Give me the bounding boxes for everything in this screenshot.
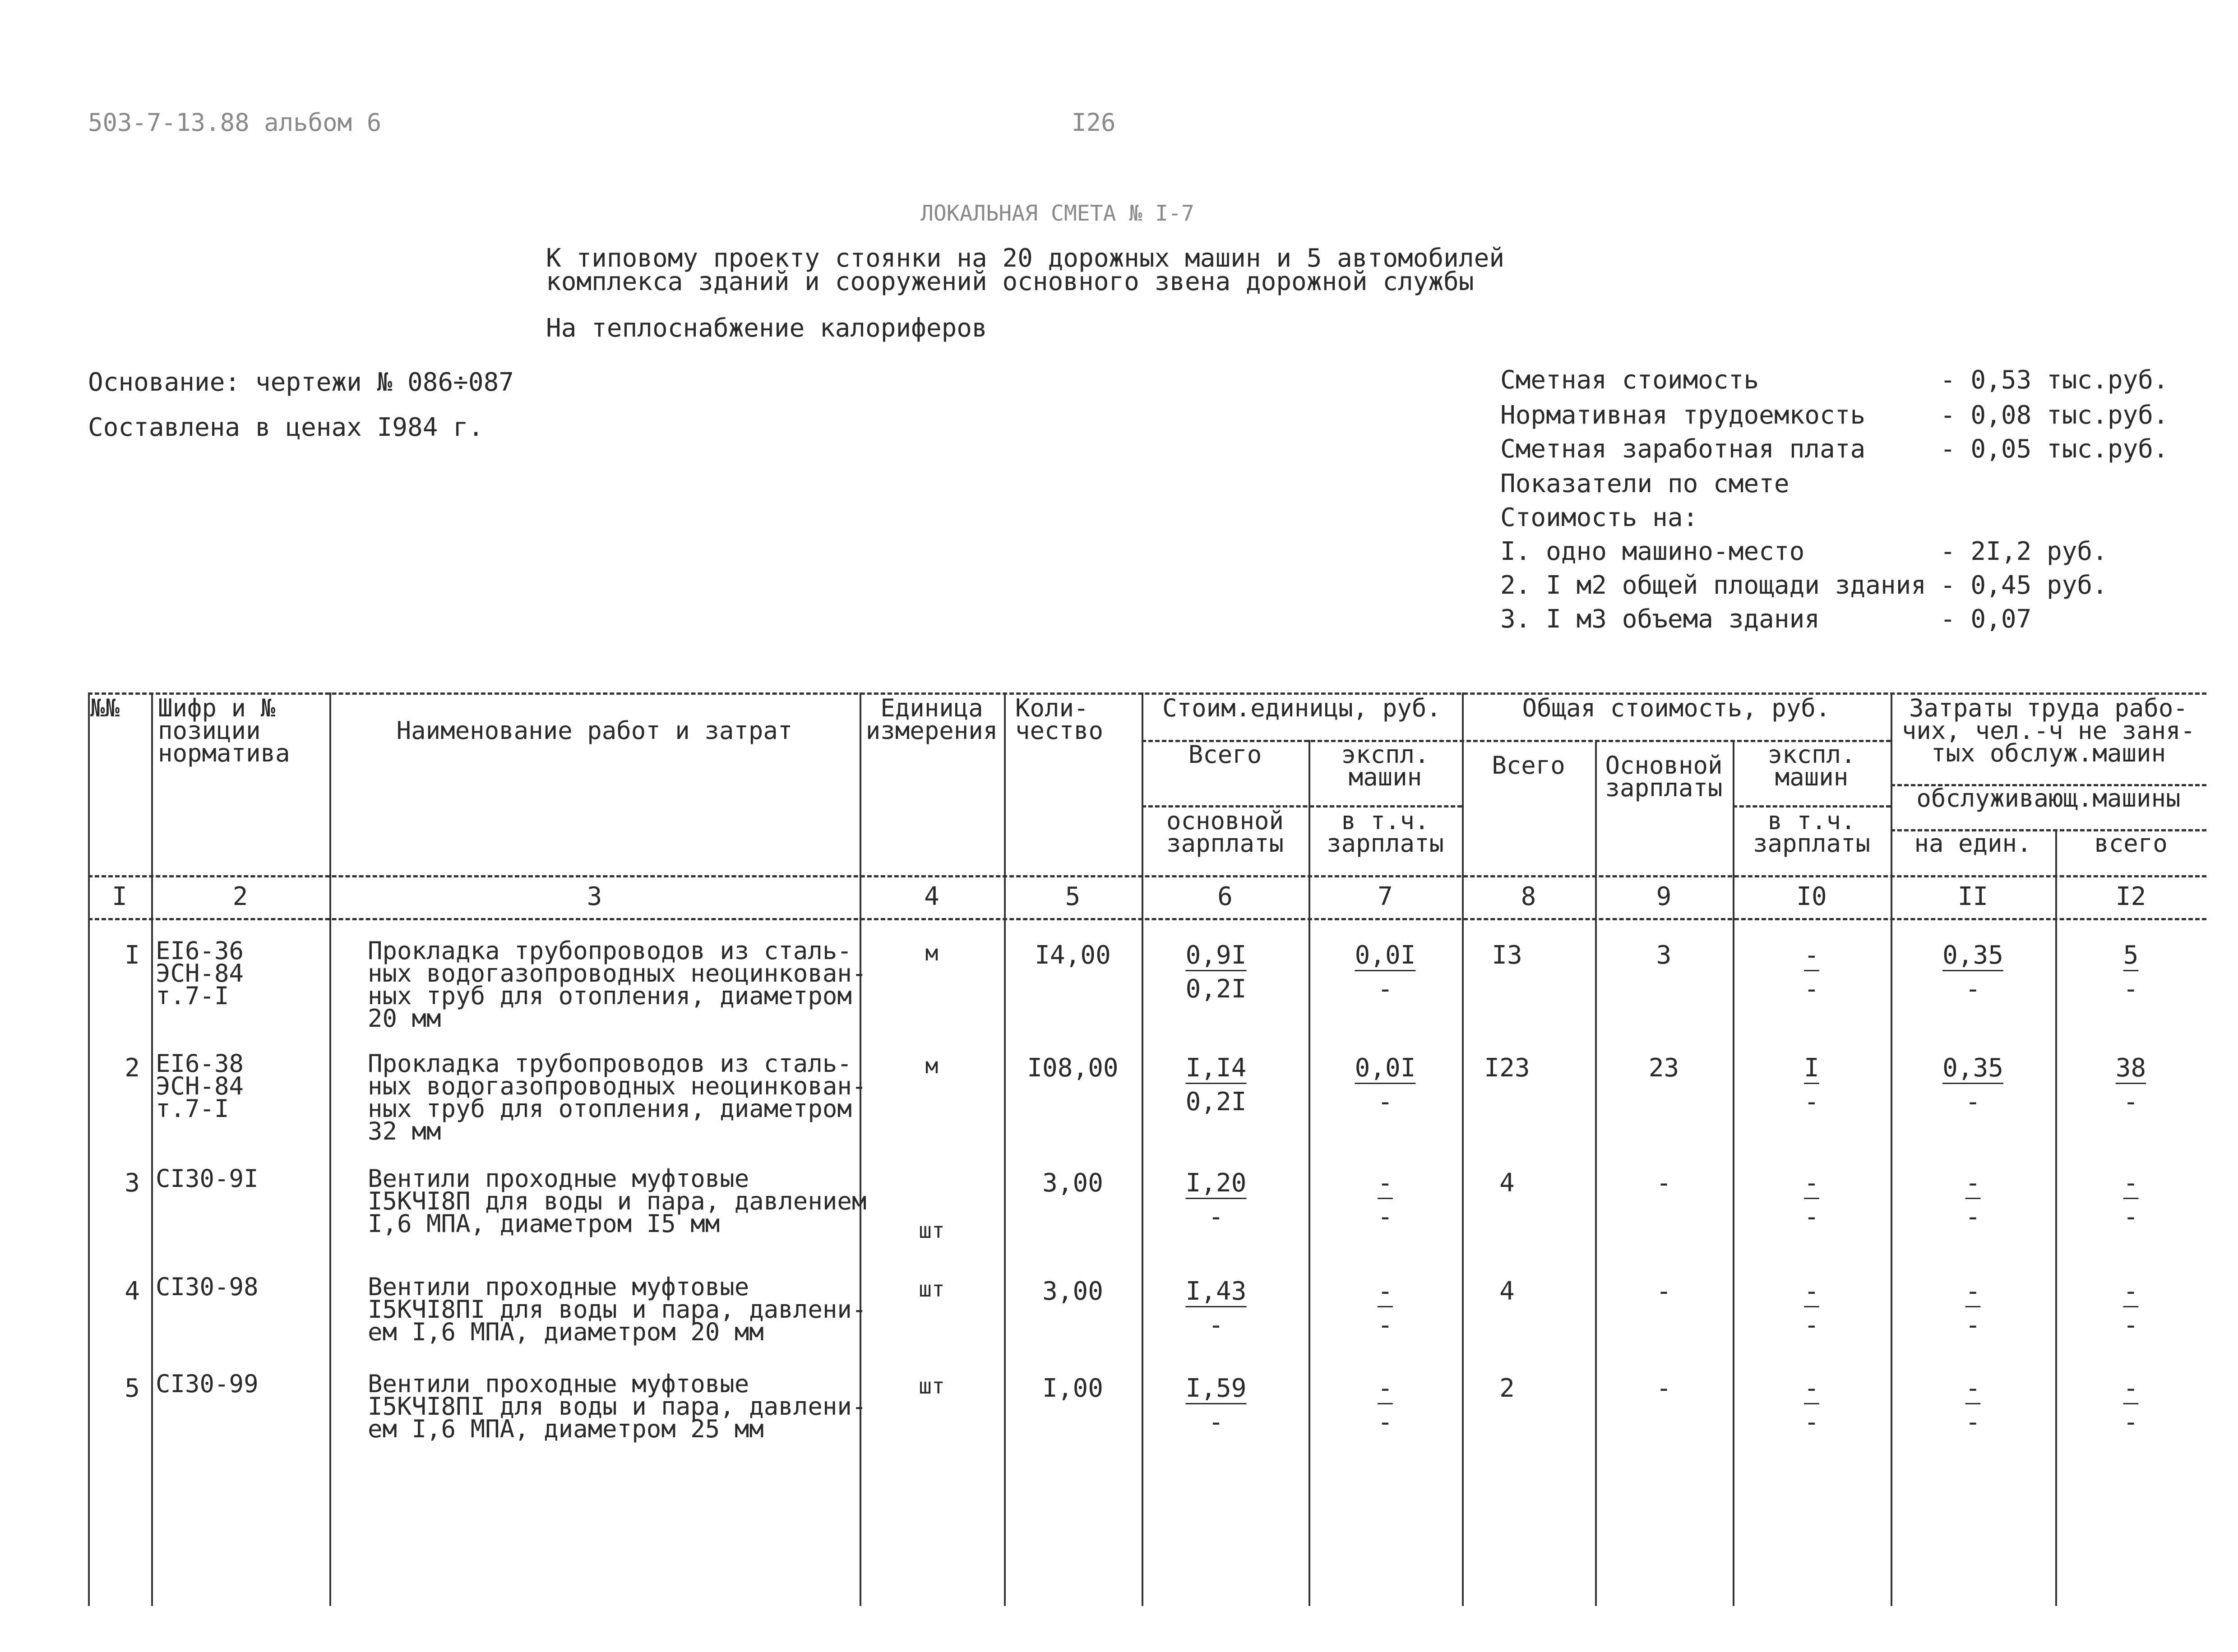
total-cost: 4 <box>1499 1168 1515 1198</box>
column-number: I2 <box>2115 882 2146 911</box>
labor-total: - <box>2123 1168 2139 1198</box>
row-code: CI30-99 <box>156 1370 259 1398</box>
summary-label: Показатели по смете <box>1500 469 1789 498</box>
header-unit-mach: экспл. машин <box>1341 740 1429 791</box>
row-unit: м <box>925 941 939 966</box>
row-name: Прокладка трубопроводов из сталь- ных водогазопроводных неоцинкован- ных труб для отопления, диаметром 32 мм <box>368 1049 867 1145</box>
row-quantity: 3,00 <box>1042 1168 1103 1198</box>
labor-total: - <box>2123 1374 2139 1403</box>
column-number: I0 <box>1796 882 1827 911</box>
unit-cost-basic-wage: 0,2I <box>1185 1087 1247 1117</box>
column-number: 6 <box>1217 882 1233 911</box>
labor-total: 38 <box>2115 1053 2146 1083</box>
row-quantity: I08,00 <box>1027 1053 1119 1083</box>
unit-cost-machine-wage: - <box>1378 1202 1393 1232</box>
basis-text: Основание: чертежи № 086÷087 <box>88 368 514 397</box>
row-unit: м <box>925 1053 939 1079</box>
header-col-name: Наименование работ и затрат <box>396 716 793 745</box>
table-vline <box>88 692 90 1606</box>
project-line-1: К типовому проекту стоянки на 20 дорожных машин и 5 автомобилей <box>546 244 1505 273</box>
header-unit-total: Всего <box>1188 740 1262 769</box>
unit-cost-machines: 0,0I <box>1355 1053 1416 1083</box>
header-unit-basic: основной зарплаты <box>1166 807 1284 858</box>
labor-per-unit: - <box>1965 1277 1981 1306</box>
total-basic-wage: - <box>1656 1277 1672 1306</box>
labor-total-machines: - <box>2123 1087 2139 1117</box>
summary-value: - 0,08 тыс.руб. <box>1940 401 2169 430</box>
header-col-number: №№ <box>90 694 120 722</box>
unit-cost-total: I,43 <box>1185 1277 1247 1306</box>
unit-cost-machine-wage: - <box>1378 1311 1393 1340</box>
header-labor: Затраты труда рабо- чих, чел.-ч не заня- тых обслуж.машин <box>1901 694 2196 767</box>
unit-cost-total: I,20 <box>1185 1168 1247 1198</box>
row-number: 5 <box>125 1374 140 1403</box>
total-machine-wage: - <box>1804 1311 1819 1340</box>
total-machines: - <box>1804 941 1819 970</box>
summary-value: - 0,07 <box>1940 605 2032 634</box>
row-code: EI6-38 ЭСН-84 т.7-I <box>156 1049 244 1123</box>
row-unit: шт <box>919 1218 945 1243</box>
table-vline <box>860 692 861 1606</box>
row-number: 3 <box>125 1168 140 1198</box>
row-unit: шт <box>919 1277 945 1302</box>
labor-total: 5 <box>2123 941 2139 970</box>
labor-total-machines: - <box>2123 1407 2139 1437</box>
document-code: 503-7-13.88 альбом 6 <box>88 108 382 137</box>
unit-cost-total: I,I4 <box>1185 1053 1247 1083</box>
total-cost: 2 <box>1499 1374 1515 1403</box>
row-name: Вентили проходные муфтовые I5КЧI8ПI для воды и пара, давлени- ем I,6 МПА, диаметром 25 мм <box>368 1370 867 1443</box>
estimate-subject: На теплоснабжение калориферов <box>546 314 987 343</box>
total-basic-wage: - <box>1656 1374 1672 1403</box>
document-title: ЛОКАЛЬНАЯ СМЕТА № I-7 <box>920 201 1194 226</box>
project-line-2: комплекса зданий и сооружений основного звена дорожной службы <box>546 267 1474 296</box>
total-machine-wage: - <box>1804 1407 1819 1437</box>
unit-cost-machines: 0,0I <box>1355 941 1416 970</box>
unit-cost-machine-wage: - <box>1378 974 1393 1004</box>
header-col-qty: Коли- чество <box>1015 694 1104 745</box>
row-code: CI30-9I <box>156 1164 259 1193</box>
column-number: 4 <box>924 882 939 911</box>
summary-label: 2. I м2 общей площади здания <box>1500 571 1927 600</box>
summary-value: - 0,53 тыс.руб. <box>1940 365 2169 395</box>
total-cost: I3 <box>1492 941 1522 970</box>
header-total-mach: экспл. машин <box>1767 740 1856 791</box>
total-machine-wage: - <box>1804 974 1819 1004</box>
row-number: I <box>125 941 140 970</box>
unit-cost-total: 0,9I <box>1185 941 1247 970</box>
row-unit: шт <box>919 1374 945 1399</box>
unit-cost-machine-wage: - <box>1378 1087 1393 1117</box>
labor-total-machines: - <box>2123 974 2139 1004</box>
summary-label: Нормативная трудоемкость <box>1500 401 1866 430</box>
total-machines: - <box>1804 1168 1819 1198</box>
header-col-code: Шифр и № позиции норматива <box>158 694 290 767</box>
row-quantity: I4,00 <box>1035 941 1111 970</box>
row-number: 4 <box>125 1277 140 1306</box>
column-number: II <box>1957 882 1988 911</box>
labor-per-unit: - <box>1965 1374 1981 1403</box>
column-number: 5 <box>1065 882 1081 911</box>
summary-label: 3. I м3 объема здания <box>1500 605 1820 634</box>
row-name: Прокладка трубопроводов из сталь- ных водогазопроводных неоцинкован- ных труб для отопления, диаметром 20 мм <box>368 937 867 1033</box>
unit-cost-machines: - <box>1378 1277 1393 1306</box>
row-name: Вентили проходные муфтовые I5КЧI8ПI для воды и пара, давлени- ем I,6 МПА, диаметром 20 мм <box>368 1273 867 1346</box>
row-code: EI6-36 ЭСН-84 т.7-I <box>156 937 244 1010</box>
row-code: CI30-98 <box>156 1273 259 1301</box>
unit-cost-machines: - <box>1378 1168 1393 1198</box>
unit-cost-basic-wage: - <box>1208 1202 1224 1232</box>
header-unit-mach-wage: в т.ч. зарплаты <box>1326 807 1444 858</box>
labor-total-machines: - <box>2123 1202 2139 1232</box>
row-quantity: I,00 <box>1042 1374 1103 1403</box>
unit-cost-machine-wage: - <box>1378 1407 1393 1437</box>
header-unit-cost: Стоим.единицы, руб. <box>1162 694 1441 722</box>
page-number: I26 <box>1072 108 1116 137</box>
unit-cost-basic-wage: 0,2I <box>1185 974 1247 1004</box>
table-colnum-rule <box>88 918 2206 920</box>
column-number: 9 <box>1656 882 1672 911</box>
labor-per-unit-machines: - <box>1965 1407 1981 1437</box>
labor-per-unit-machines: - <box>1965 1087 1981 1117</box>
total-machines: - <box>1804 1374 1819 1403</box>
total-machines: I <box>1804 1053 1819 1083</box>
header-labor-all: всего <box>2094 829 2168 858</box>
row-name: Вентили проходные муфтовые I5КЧI8П для воды и пара, давлением I,6 МПА, диаметром I5 мм <box>368 1164 867 1238</box>
summary-label: Стоимость на: <box>1500 503 1698 532</box>
unit-cost-machines: - <box>1378 1374 1393 1403</box>
labor-total: - <box>2123 1277 2139 1306</box>
header-labor-mach: обслуживающ.машины <box>1916 784 2181 812</box>
total-basic-wage: 23 <box>1648 1053 1679 1083</box>
header-total-total: Всего <box>1492 751 1565 780</box>
labor-per-unit: 0,35 <box>1942 941 2003 970</box>
column-number: 8 <box>1521 882 1536 911</box>
table-top-rule <box>88 692 2206 695</box>
summary-value: - 2I,2 руб. <box>1940 537 2108 566</box>
header-col-unit: Единица измерения <box>865 694 998 745</box>
total-basic-wage: 3 <box>1656 941 1672 970</box>
total-cost: 4 <box>1499 1277 1515 1306</box>
prices-text: Составлена в ценах I984 г. <box>88 413 484 442</box>
table-header-bottom-rule <box>88 875 2206 877</box>
summary-label: I. одно машино-место <box>1500 537 1805 566</box>
table-vline <box>151 692 153 1606</box>
table-vline <box>1004 692 1006 1606</box>
row-quantity: 3,00 <box>1042 1277 1103 1306</box>
header-total-cost: Общая стоимость, руб. <box>1522 694 1831 722</box>
total-machine-wage: - <box>1804 1202 1819 1232</box>
labor-per-unit-machines: - <box>1965 974 1981 1004</box>
labor-per-unit: 0,35 <box>1942 1053 2003 1083</box>
unit-cost-basic-wage: - <box>1208 1311 1224 1340</box>
column-number: 3 <box>587 882 602 911</box>
total-machine-wage: - <box>1804 1087 1819 1117</box>
header-labor-unit: на един. <box>1914 829 2032 858</box>
total-cost: I23 <box>1484 1053 1530 1083</box>
labor-total-machines: - <box>2123 1311 2139 1340</box>
header-total-basic: Основной зарплаты <box>1605 751 1723 802</box>
total-basic-wage: - <box>1656 1168 1672 1198</box>
total-machines: - <box>1804 1277 1819 1306</box>
labor-per-unit-machines: - <box>1965 1311 1981 1340</box>
table-vline <box>1462 692 1464 1606</box>
unit-cost-basic-wage: - <box>1208 1407 1224 1437</box>
summary-label: Сметная стоимость <box>1500 365 1759 395</box>
summary-value: - 0,45 руб. <box>1940 571 2108 600</box>
summary-label: Сметная заработная плата <box>1500 434 1866 464</box>
summary-value: - 0,05 тыс.руб. <box>1940 434 2169 464</box>
labor-per-unit: - <box>1965 1168 1981 1198</box>
table-vline <box>329 692 331 1606</box>
column-number: 2 <box>232 882 248 911</box>
labor-per-unit-machines: - <box>1965 1202 1981 1232</box>
column-number: 7 <box>1378 882 1393 911</box>
header-total-mach-wage: в т.ч. зарплаты <box>1752 807 1871 858</box>
row-number: 2 <box>125 1053 140 1083</box>
column-number: I <box>112 882 127 911</box>
unit-cost-total: I,59 <box>1185 1374 1247 1403</box>
